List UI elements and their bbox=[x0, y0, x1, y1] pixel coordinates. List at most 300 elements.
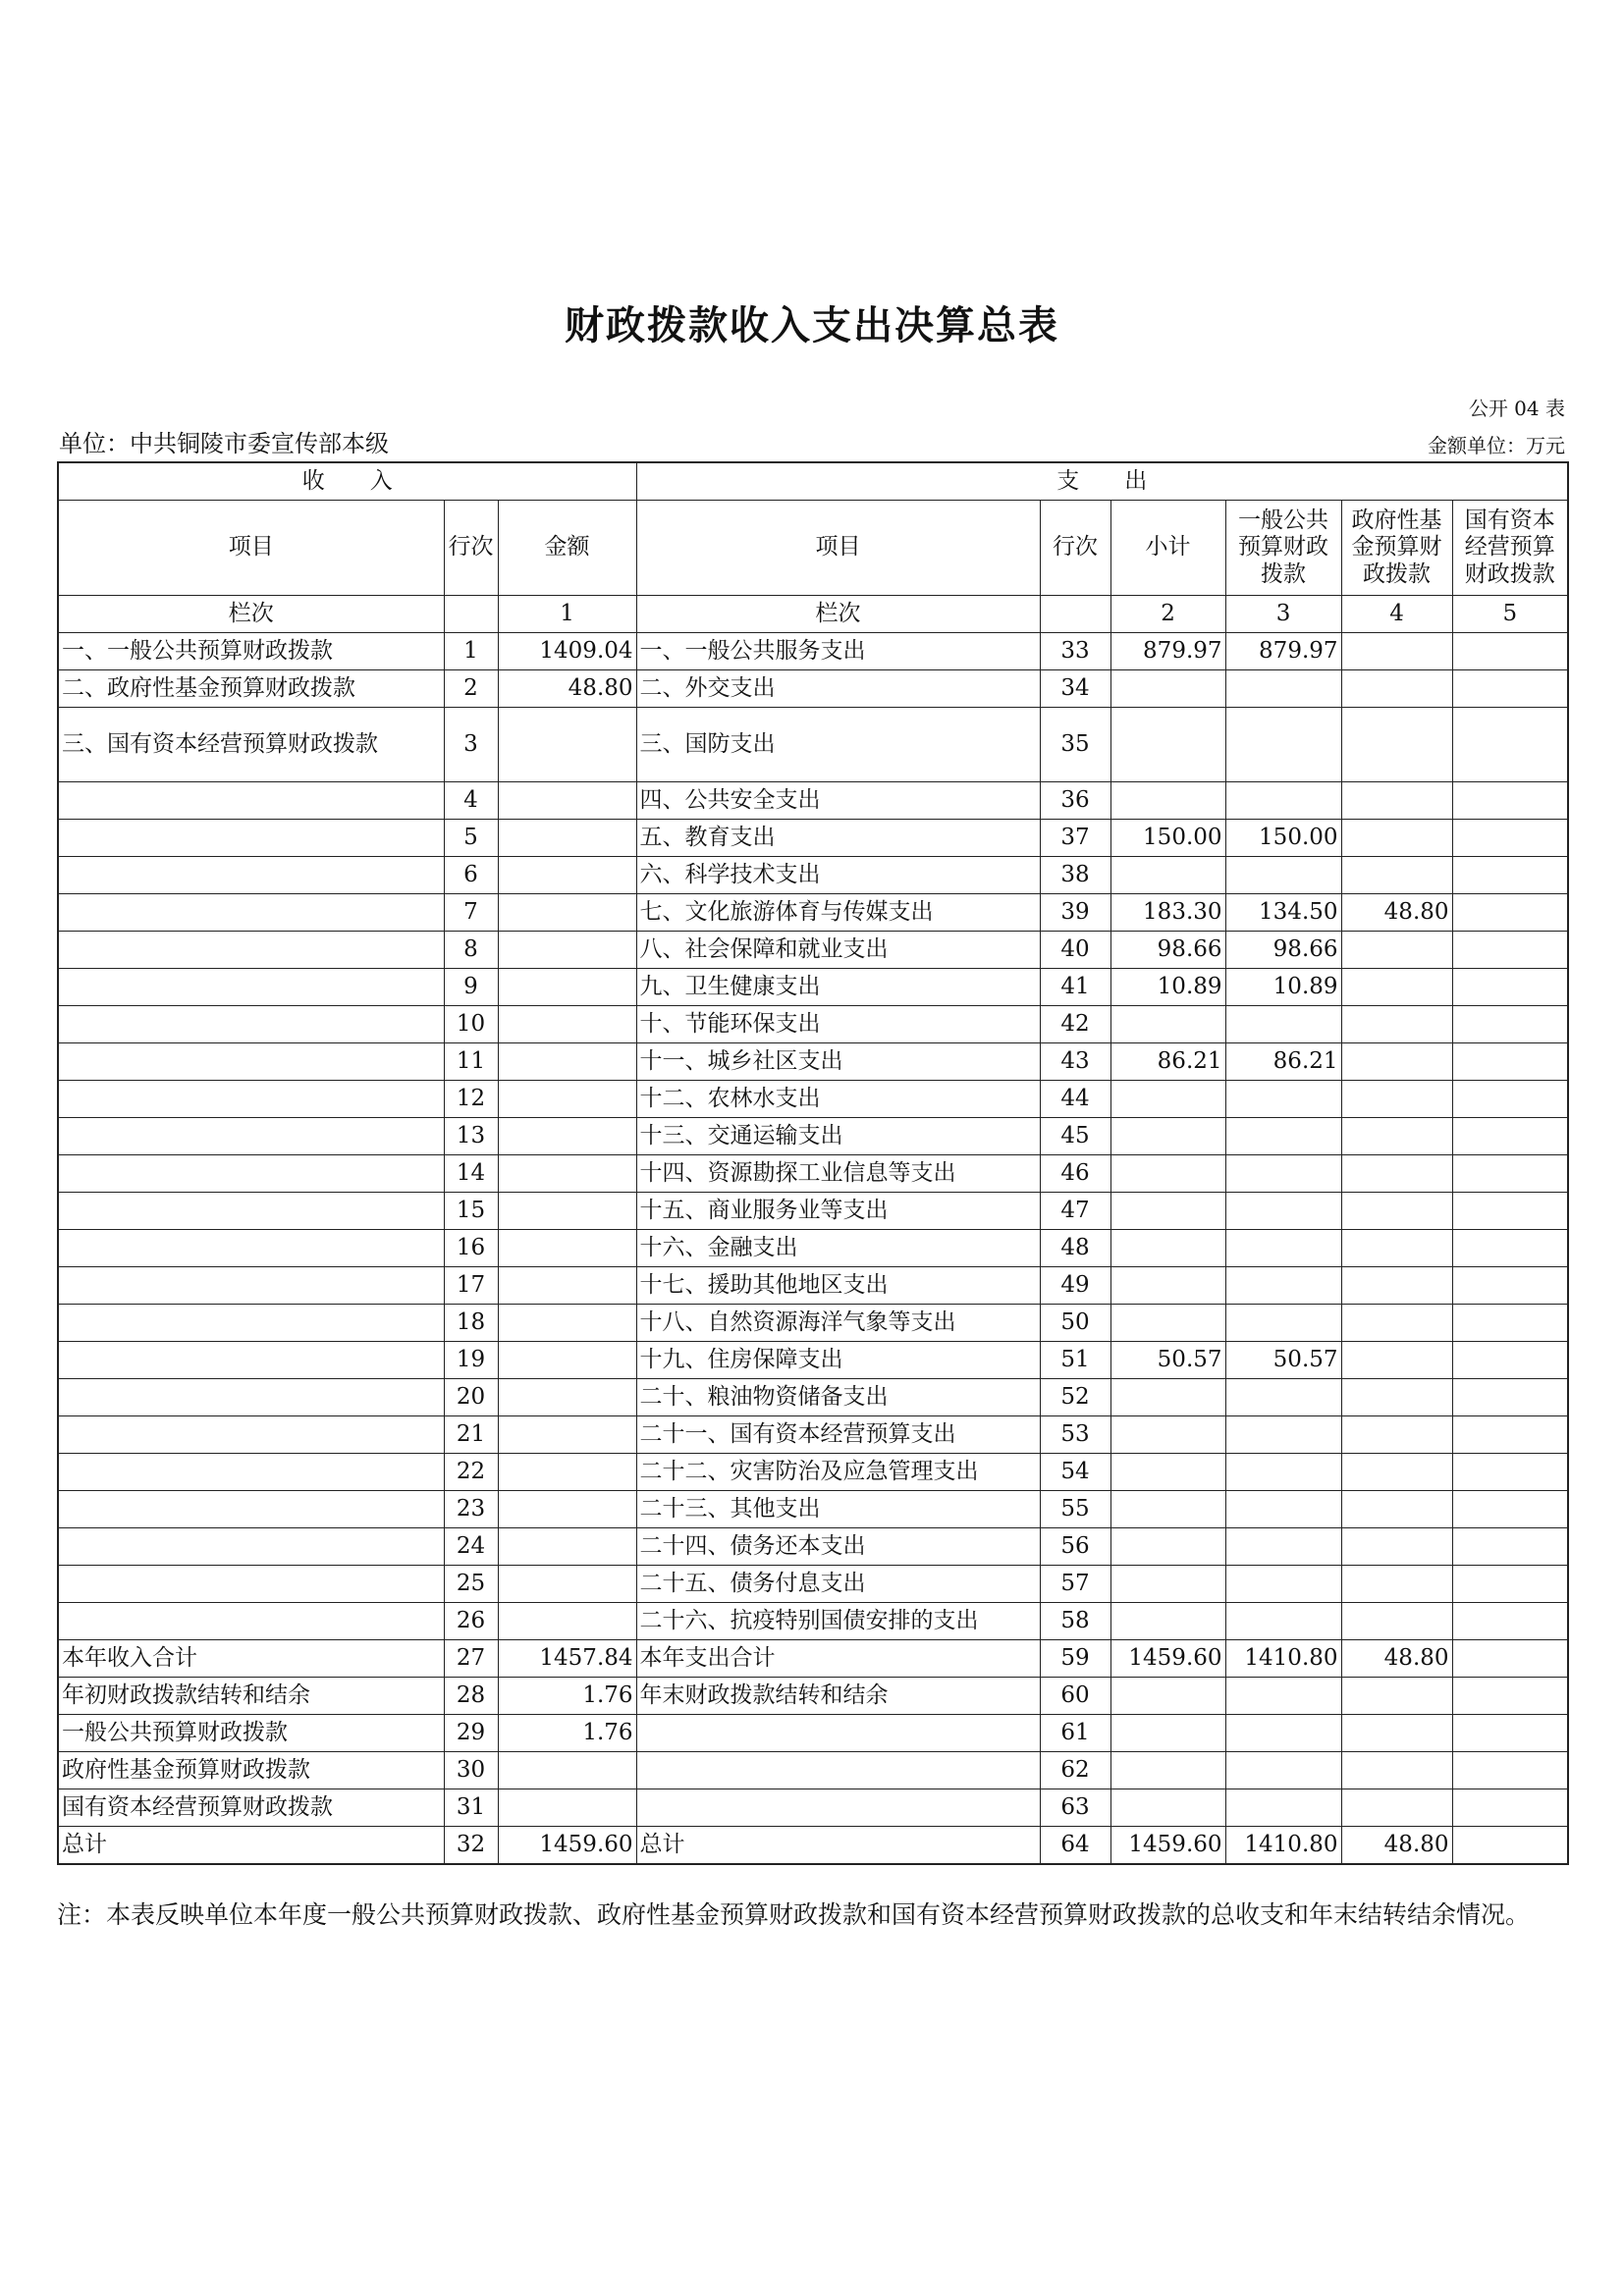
expense-item: 十六、金融支出 bbox=[636, 1230, 1040, 1267]
income-item bbox=[58, 1006, 444, 1043]
general-budget-amount: 86.21 bbox=[1225, 1043, 1341, 1081]
general-budget-amount bbox=[1225, 1006, 1341, 1043]
fund-budget-amount bbox=[1341, 1566, 1452, 1603]
expense-item: 十四、资源勘探工业信息等支出 bbox=[636, 1155, 1040, 1193]
column-number: 5 bbox=[1452, 596, 1568, 633]
expense-line-number: 49 bbox=[1040, 1267, 1110, 1305]
income-line-header: 行次 bbox=[444, 501, 498, 596]
expense-item: 五、教育支出 bbox=[636, 820, 1040, 857]
general-budget-amount bbox=[1225, 1267, 1341, 1305]
table-row bbox=[58, 857, 1568, 894]
expense-subtotal: 98.66 bbox=[1110, 932, 1225, 969]
income-line-number: 18 bbox=[444, 1305, 498, 1342]
income-amount: 1.76 bbox=[498, 1715, 636, 1752]
table-row bbox=[58, 894, 1568, 932]
income-item: 二、政府性基金预算财政拨款 bbox=[58, 670, 444, 708]
expense-subtotal bbox=[1110, 1006, 1225, 1043]
income-item bbox=[58, 1155, 444, 1193]
state-capital-amount bbox=[1452, 1678, 1568, 1715]
expense-line-number: 64 bbox=[1040, 1827, 1110, 1865]
table-row bbox=[58, 1230, 1568, 1267]
table-row bbox=[58, 1081, 1568, 1118]
general-budget-amount bbox=[1225, 782, 1341, 820]
expense-item bbox=[636, 1715, 1040, 1752]
income-item bbox=[58, 1491, 444, 1528]
fund-budget-amount bbox=[1341, 633, 1452, 670]
state-capital-amount bbox=[1452, 1491, 1568, 1528]
income-item: 年初财政拨款结转和结余 bbox=[58, 1678, 444, 1715]
expense-subtotal: 879.97 bbox=[1110, 633, 1225, 670]
income-line-number: 20 bbox=[444, 1379, 498, 1416]
income-line-number: 30 bbox=[444, 1752, 498, 1789]
expense-line-number: 39 bbox=[1040, 894, 1110, 932]
section-header-row bbox=[58, 462, 1568, 501]
general-budget-amount: 10.89 bbox=[1225, 969, 1341, 1006]
income-item bbox=[58, 1603, 444, 1640]
income-line-number: 19 bbox=[444, 1342, 498, 1379]
table-row bbox=[58, 1155, 1568, 1193]
income-line-number: 6 bbox=[444, 857, 498, 894]
expense-line-number: 47 bbox=[1040, 1193, 1110, 1230]
income-line-number: 29 bbox=[444, 1715, 498, 1752]
expense-line-number: 44 bbox=[1040, 1081, 1110, 1118]
state-capital-amount bbox=[1452, 1752, 1568, 1789]
expense-item: 年末财政拨款结转和结余 bbox=[636, 1678, 1040, 1715]
income-item: 三、国有资本经营预算财政拨款 bbox=[58, 708, 444, 782]
expense-item: 七、文化旅游体育与传媒支出 bbox=[636, 894, 1040, 932]
fund-budget-amount bbox=[1341, 670, 1452, 708]
income-amount: 1409.04 bbox=[498, 633, 636, 670]
table-row bbox=[58, 708, 1568, 782]
general-budget-amount: 879.97 bbox=[1225, 633, 1341, 670]
income-item bbox=[58, 969, 444, 1006]
expense-line-number: 59 bbox=[1040, 1640, 1110, 1678]
general-budget-amount bbox=[1225, 1118, 1341, 1155]
general-budget-amount bbox=[1225, 1193, 1341, 1230]
general-budget-amount bbox=[1225, 1305, 1341, 1342]
state-capital-amount bbox=[1452, 1715, 1568, 1752]
expense-line-number: 56 bbox=[1040, 1528, 1110, 1566]
expense-item: 四、公共安全支出 bbox=[636, 782, 1040, 820]
expense-subtotal bbox=[1110, 1118, 1225, 1155]
expense-line-number: 54 bbox=[1040, 1454, 1110, 1491]
table-row bbox=[58, 1603, 1568, 1640]
expense-subtotal bbox=[1110, 1528, 1225, 1566]
expense-subtotal bbox=[1110, 1416, 1225, 1454]
income-item: 总计 bbox=[58, 1827, 444, 1865]
fund-budget-amount bbox=[1341, 1789, 1452, 1827]
income-item-header: 项目 bbox=[58, 501, 444, 596]
state-capital-amount bbox=[1452, 1416, 1568, 1454]
table-row bbox=[58, 1267, 1568, 1305]
fund-budget-amount bbox=[1341, 1715, 1452, 1752]
expense-line-number: 43 bbox=[1040, 1043, 1110, 1081]
general-budget-header: 一般公共预算财政拨款 bbox=[1225, 501, 1341, 596]
income-amount bbox=[498, 1379, 636, 1416]
expense-subtotal bbox=[1110, 1193, 1225, 1230]
state-capital-amount bbox=[1452, 1305, 1568, 1342]
income-line-number: 32 bbox=[444, 1827, 498, 1865]
income-line-number: 4 bbox=[444, 782, 498, 820]
expense-subtotal bbox=[1110, 782, 1225, 820]
fund-budget-amount bbox=[1341, 1267, 1452, 1305]
income-amount bbox=[498, 1043, 636, 1081]
expense-line-number: 51 bbox=[1040, 1342, 1110, 1379]
general-budget-amount bbox=[1225, 1081, 1341, 1118]
general-budget-amount bbox=[1225, 857, 1341, 894]
expense-line-number: 62 bbox=[1040, 1752, 1110, 1789]
fund-budget-amount bbox=[1341, 1193, 1452, 1230]
income-amount-header: 金额 bbox=[498, 501, 636, 596]
income-amount bbox=[498, 1528, 636, 1566]
state-capital-amount bbox=[1452, 969, 1568, 1006]
fund-budget-amount: 48.80 bbox=[1341, 1640, 1452, 1678]
income-item bbox=[58, 820, 444, 857]
expense-subtotal bbox=[1110, 1491, 1225, 1528]
fund-budget-amount bbox=[1341, 1043, 1452, 1081]
expense-line-number: 60 bbox=[1040, 1678, 1110, 1715]
expense-subtotal bbox=[1110, 1789, 1225, 1827]
expense-subtotal bbox=[1110, 670, 1225, 708]
fund-budget-amount: 48.80 bbox=[1341, 894, 1452, 932]
fund-budget-amount bbox=[1341, 932, 1452, 969]
expense-subtotal bbox=[1110, 1678, 1225, 1715]
income-item bbox=[58, 1454, 444, 1491]
expense-line-header: 行次 bbox=[1040, 501, 1110, 596]
income-line-number: 22 bbox=[444, 1454, 498, 1491]
expense-subtotal bbox=[1110, 1566, 1225, 1603]
income-line-number: 12 bbox=[444, 1081, 498, 1118]
expense-subtotal bbox=[1110, 708, 1225, 782]
income-line-number: 24 bbox=[444, 1528, 498, 1566]
expense-line-number: 46 bbox=[1040, 1155, 1110, 1193]
income-amount bbox=[498, 820, 636, 857]
general-budget-amount: 1410.80 bbox=[1225, 1640, 1341, 1678]
income-line-number: 7 bbox=[444, 894, 498, 932]
income-line-number: 27 bbox=[444, 1640, 498, 1678]
income-item bbox=[58, 1379, 444, 1416]
state-capital-amount bbox=[1452, 1155, 1568, 1193]
general-budget-amount bbox=[1225, 1230, 1341, 1267]
income-amount: 1459.60 bbox=[498, 1827, 636, 1865]
column-number: 1 bbox=[498, 596, 636, 633]
expense-line-number: 61 bbox=[1040, 1715, 1110, 1752]
income-item bbox=[58, 1118, 444, 1155]
expense-item: 十、节能环保支出 bbox=[636, 1006, 1040, 1043]
state-capital-amount bbox=[1452, 857, 1568, 894]
general-budget-amount: 134.50 bbox=[1225, 894, 1341, 932]
income-amount bbox=[498, 782, 636, 820]
table-row bbox=[58, 1379, 1568, 1416]
table-row bbox=[58, 633, 1568, 670]
column-number: 4 bbox=[1341, 596, 1452, 633]
general-budget-amount bbox=[1225, 708, 1341, 782]
income-amount bbox=[498, 1491, 636, 1528]
fund-budget-amount bbox=[1341, 782, 1452, 820]
state-capital-amount bbox=[1452, 1193, 1568, 1230]
table-row bbox=[58, 670, 1568, 708]
table-row bbox=[58, 1566, 1568, 1603]
expense-subtotal bbox=[1110, 1081, 1225, 1118]
expense-line-number: 53 bbox=[1040, 1416, 1110, 1454]
state-capital-amount bbox=[1452, 708, 1568, 782]
state-capital-amount bbox=[1452, 1789, 1568, 1827]
expense-item: 二十四、债务还本支出 bbox=[636, 1528, 1040, 1566]
income-item bbox=[58, 1305, 444, 1342]
state-capital-amount bbox=[1452, 633, 1568, 670]
fund-budget-amount bbox=[1341, 1752, 1452, 1789]
state-capital-amount bbox=[1452, 932, 1568, 969]
expense-line-number: 57 bbox=[1040, 1566, 1110, 1603]
fund-budget-amount bbox=[1341, 1118, 1452, 1155]
state-capital-amount bbox=[1452, 670, 1568, 708]
general-budget-amount bbox=[1225, 1789, 1341, 1827]
state-capital-amount bbox=[1452, 894, 1568, 932]
state-capital-amount bbox=[1452, 1640, 1568, 1678]
income-section-header: 收 入 bbox=[58, 462, 636, 501]
expense-item: 二十三、其他支出 bbox=[636, 1491, 1040, 1528]
fund-budget-amount bbox=[1341, 1528, 1452, 1566]
income-amount bbox=[498, 1155, 636, 1193]
state-capital-amount bbox=[1452, 1454, 1568, 1491]
table-row bbox=[58, 782, 1568, 820]
state-capital-amount bbox=[1452, 1379, 1568, 1416]
income-line-number: 13 bbox=[444, 1118, 498, 1155]
reporting-unit: 单位：中共铜陵市委宣传部本级 bbox=[59, 430, 389, 457]
expense-line-number: 41 bbox=[1040, 969, 1110, 1006]
expense-item bbox=[636, 1789, 1040, 1827]
expense-subtotal: 1459.60 bbox=[1110, 1827, 1225, 1865]
expense-subtotal: 1459.60 bbox=[1110, 1640, 1225, 1678]
general-budget-amount: 50.57 bbox=[1225, 1342, 1341, 1379]
income-item: 一般公共预算财政拨款 bbox=[58, 1715, 444, 1752]
general-budget-amount bbox=[1225, 1752, 1341, 1789]
table-row bbox=[58, 1789, 1568, 1827]
expense-line-number: 42 bbox=[1040, 1006, 1110, 1043]
income-amount bbox=[498, 1006, 636, 1043]
general-budget-amount bbox=[1225, 1416, 1341, 1454]
expense-item: 二十五、债务付息支出 bbox=[636, 1566, 1040, 1603]
table-row bbox=[58, 820, 1568, 857]
expense-line-number: 34 bbox=[1040, 670, 1110, 708]
general-budget-amount bbox=[1225, 1566, 1341, 1603]
expense-line-number: 35 bbox=[1040, 708, 1110, 782]
income-item bbox=[58, 894, 444, 932]
state-capital-header: 国有资本经营预算财政拨款 bbox=[1452, 501, 1568, 596]
income-item: 本年收入合计 bbox=[58, 1640, 444, 1678]
expense-line-number: 37 bbox=[1040, 820, 1110, 857]
fund-budget-amount bbox=[1341, 1603, 1452, 1640]
fund-budget-amount bbox=[1341, 857, 1452, 894]
table-row bbox=[58, 1043, 1568, 1081]
expense-line-number: 63 bbox=[1040, 1789, 1110, 1827]
income-line-number: 15 bbox=[444, 1193, 498, 1230]
state-capital-amount bbox=[1452, 1006, 1568, 1043]
fund-budget-amount bbox=[1341, 969, 1452, 1006]
state-capital-amount bbox=[1452, 1118, 1568, 1155]
income-amount bbox=[498, 1193, 636, 1230]
income-line-number: 10 bbox=[444, 1006, 498, 1043]
income-line-number: 3 bbox=[444, 708, 498, 782]
expense-line-number: 40 bbox=[1040, 932, 1110, 969]
general-budget-amount bbox=[1225, 1715, 1341, 1752]
expense-item: 一、一般公共服务支出 bbox=[636, 633, 1040, 670]
income-line-number: 31 bbox=[444, 1789, 498, 1827]
expense-item: 二十、粮油物资储备支出 bbox=[636, 1379, 1040, 1416]
expense-item bbox=[636, 1752, 1040, 1789]
general-budget-amount: 98.66 bbox=[1225, 932, 1341, 969]
income-amount bbox=[498, 894, 636, 932]
income-amount bbox=[498, 857, 636, 894]
state-capital-amount bbox=[1452, 1081, 1568, 1118]
expense-item: 十三、交通运输支出 bbox=[636, 1118, 1040, 1155]
income-amount bbox=[498, 1416, 636, 1454]
state-capital-amount bbox=[1452, 1827, 1568, 1865]
expense-item: 二十六、抗疫特别国债安排的支出 bbox=[636, 1603, 1040, 1640]
income-item bbox=[58, 782, 444, 820]
table-row bbox=[58, 1678, 1568, 1715]
expense-item: 十二、农林水支出 bbox=[636, 1081, 1040, 1118]
income-amount: 48.80 bbox=[498, 670, 636, 708]
expense-line-number: 50 bbox=[1040, 1305, 1110, 1342]
table-row bbox=[58, 969, 1568, 1006]
table-row bbox=[58, 932, 1568, 969]
expense-item: 十一、城乡社区支出 bbox=[636, 1043, 1040, 1081]
fund-budget-amount: 48.80 bbox=[1341, 1827, 1452, 1865]
currency-unit: 金额单位：万元 bbox=[1428, 434, 1565, 457]
state-capital-amount bbox=[1452, 1566, 1568, 1603]
expense-item: 二十一、国有资本经营预算支出 bbox=[636, 1416, 1040, 1454]
income-line-number: 21 bbox=[444, 1416, 498, 1454]
state-capital-amount bbox=[1452, 820, 1568, 857]
fund-budget-amount bbox=[1341, 820, 1452, 857]
expense-item: 九、卫生健康支出 bbox=[636, 969, 1040, 1006]
general-budget-amount bbox=[1225, 1678, 1341, 1715]
expense-item: 二、外交支出 bbox=[636, 670, 1040, 708]
expense-subtotal: 150.00 bbox=[1110, 820, 1225, 857]
expense-subtotal bbox=[1110, 1379, 1225, 1416]
income-item bbox=[58, 932, 444, 969]
income-amount bbox=[498, 1342, 636, 1379]
fund-budget-amount bbox=[1341, 1379, 1452, 1416]
income-line-number: 11 bbox=[444, 1043, 498, 1081]
fund-budget-header: 政府性基金预算财政拨款 bbox=[1341, 501, 1452, 596]
form-number: 公开 04 表 bbox=[1468, 397, 1565, 420]
income-line-number: 23 bbox=[444, 1491, 498, 1528]
expense-line-number: 38 bbox=[1040, 857, 1110, 894]
income-line-number: 1 bbox=[444, 633, 498, 670]
table-row bbox=[58, 1528, 1568, 1566]
expense-item: 十七、援助其他地区支出 bbox=[636, 1267, 1040, 1305]
income-amount: 1457.84 bbox=[498, 1640, 636, 1678]
table-row bbox=[58, 1006, 1568, 1043]
table-row bbox=[58, 1454, 1568, 1491]
state-capital-amount bbox=[1452, 1342, 1568, 1379]
expense-item: 十五、商业服务业等支出 bbox=[636, 1193, 1040, 1230]
income-line-number: 8 bbox=[444, 932, 498, 969]
income-item bbox=[58, 1416, 444, 1454]
income-amount bbox=[498, 1118, 636, 1155]
expense-subtotal bbox=[1110, 1454, 1225, 1491]
income-amount bbox=[498, 708, 636, 782]
income-amount: 1.76 bbox=[498, 1678, 636, 1715]
income-amount bbox=[498, 1081, 636, 1118]
general-budget-amount: 1410.80 bbox=[1225, 1827, 1341, 1865]
income-line-number: 9 bbox=[444, 969, 498, 1006]
expense-subtotal: 50.57 bbox=[1110, 1342, 1225, 1379]
income-amount bbox=[498, 1267, 636, 1305]
expense-subtotal bbox=[1110, 1715, 1225, 1752]
table-row bbox=[58, 1752, 1568, 1789]
expense-line-number: 58 bbox=[1040, 1603, 1110, 1640]
expense-item: 三、国防支出 bbox=[636, 708, 1040, 782]
expense-line-number: 55 bbox=[1040, 1491, 1110, 1528]
fund-budget-amount bbox=[1341, 1305, 1452, 1342]
table-row bbox=[58, 1640, 1568, 1678]
income-item bbox=[58, 1081, 444, 1118]
income-line-number: 5 bbox=[444, 820, 498, 857]
expense-item: 二十二、灾害防治及应急管理支出 bbox=[636, 1454, 1040, 1491]
income-amount bbox=[498, 1603, 636, 1640]
table-row bbox=[58, 1193, 1568, 1230]
income-amount bbox=[498, 1752, 636, 1789]
subtotal-header: 小计 bbox=[1110, 501, 1225, 596]
general-budget-amount bbox=[1225, 1155, 1341, 1193]
income-item: 国有资本经营预算财政拨款 bbox=[58, 1789, 444, 1827]
general-budget-amount bbox=[1225, 1528, 1341, 1566]
income-line-number: 28 bbox=[444, 1678, 498, 1715]
expense-line-number: 52 bbox=[1040, 1379, 1110, 1416]
income-line-number: 2 bbox=[444, 670, 498, 708]
income-amount bbox=[498, 1566, 636, 1603]
expense-subtotal: 86.21 bbox=[1110, 1043, 1225, 1081]
state-capital-amount bbox=[1452, 782, 1568, 820]
income-line-number: 26 bbox=[444, 1603, 498, 1640]
income-item bbox=[58, 1528, 444, 1566]
fund-budget-amount bbox=[1341, 1416, 1452, 1454]
expense-item-header: 项目 bbox=[636, 501, 1040, 596]
general-budget-amount bbox=[1225, 1379, 1341, 1416]
expense-subtotal bbox=[1110, 1752, 1225, 1789]
expense-subtotal: 183.30 bbox=[1110, 894, 1225, 932]
income-item bbox=[58, 1267, 444, 1305]
fund-budget-amount bbox=[1341, 1454, 1452, 1491]
empty-cell bbox=[444, 596, 498, 633]
fund-budget-amount bbox=[1341, 1678, 1452, 1715]
income-amount bbox=[498, 932, 636, 969]
page-title: 财政拨款收入支出决算总表 bbox=[565, 303, 1059, 348]
table-row bbox=[58, 1827, 1568, 1865]
fund-budget-amount bbox=[1341, 1006, 1452, 1043]
table-row bbox=[58, 1491, 1568, 1528]
income-line-number: 16 bbox=[444, 1230, 498, 1267]
expense-subtotal bbox=[1110, 1155, 1225, 1193]
fiscal-appropriation-table bbox=[57, 461, 1569, 1865]
income-line-number: 14 bbox=[444, 1155, 498, 1193]
expense-subtotal bbox=[1110, 1267, 1225, 1305]
income-amount bbox=[498, 1789, 636, 1827]
fund-budget-amount bbox=[1341, 1230, 1452, 1267]
empty-cell bbox=[1040, 596, 1110, 633]
state-capital-amount bbox=[1452, 1267, 1568, 1305]
table-row bbox=[58, 1715, 1568, 1752]
income-amount bbox=[498, 1454, 636, 1491]
expense-item: 十八、自然资源海洋气象等支出 bbox=[636, 1305, 1040, 1342]
expense-line-number: 48 bbox=[1040, 1230, 1110, 1267]
general-budget-amount bbox=[1225, 1603, 1341, 1640]
expense-section-header: 支 出 bbox=[636, 462, 1568, 501]
expense-item: 本年支出合计 bbox=[636, 1640, 1040, 1678]
